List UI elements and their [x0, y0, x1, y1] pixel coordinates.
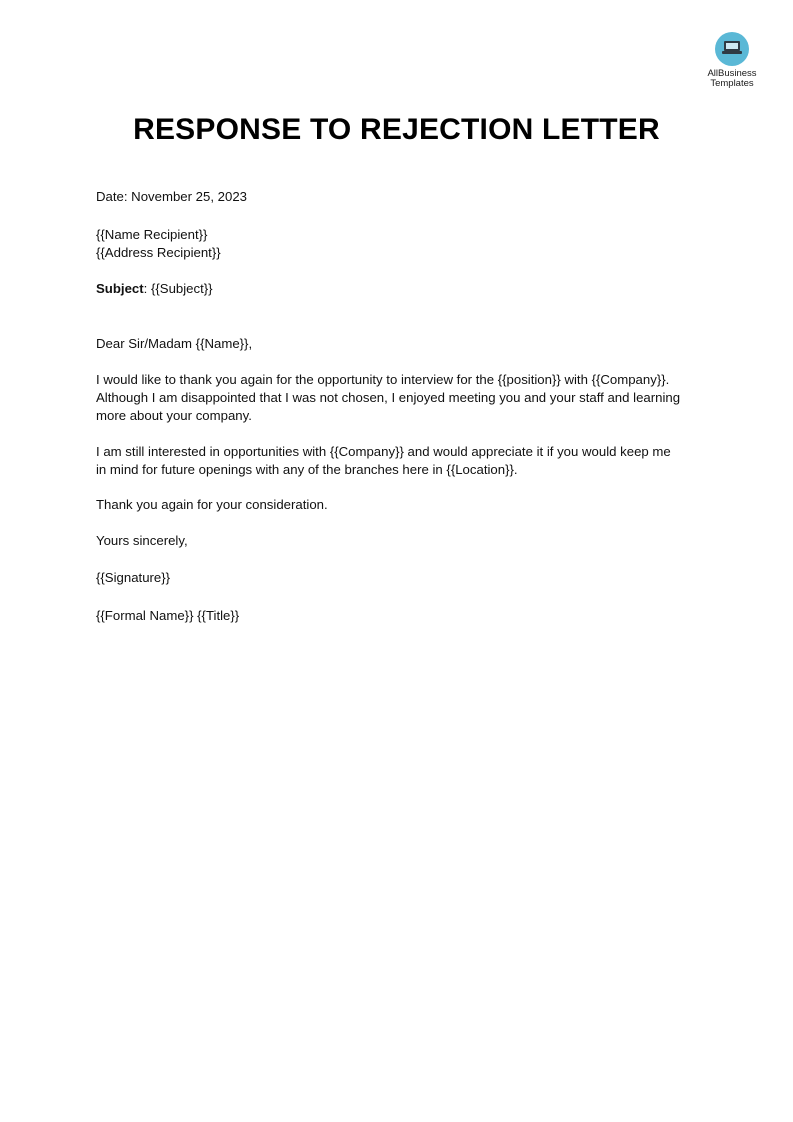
company-logo — [700, 32, 764, 89]
recipient-name: {{Name Recipient}} — [96, 227, 208, 242]
formal-name — [96, 607, 706, 625]
subject-value: : {{Subject}} — [143, 281, 213, 296]
logo-line-2: Templates — [710, 78, 754, 89]
laptop-icon — [715, 32, 749, 66]
paragraph-1-line: Although I am disappointed that I was not chosen, I enjoyed meeting you and your staff and learning — [96, 390, 681, 405]
paragraph-1-line: I would like to thank you again for the opportunity to interview for the {{position}} with {{Company}}. — [96, 372, 670, 387]
salutation-text: Dear Sir/Madam {{Name}}, — [96, 336, 253, 351]
signature — [96, 569, 706, 587]
paragraph-1 — [96, 371, 706, 425]
date-line — [96, 188, 706, 206]
recipient-block — [96, 226, 706, 262]
paragraph-2-line: I am still interested in opportunities with {{Company}} and would appreciate it if you would keep me — [96, 444, 671, 459]
document-title: RESPONSE TO REJECTION LETTER — [133, 113, 660, 146]
date-text: Date: November 25, 2023 — [96, 189, 248, 204]
paragraph-2-line: in mind for future openings with any of the branches here in {{Location}}. — [96, 462, 518, 477]
logo-text — [700, 69, 764, 89]
signature-text: {{Signature}} — [96, 570, 171, 585]
logo-line-1: AllBusiness — [707, 68, 757, 79]
subject-line — [96, 280, 706, 298]
formal-name-text: {{Formal Name}} {{Title}} — [96, 608, 240, 623]
closing-text: Yours sincerely, — [96, 533, 188, 548]
paragraph-3-text: Thank you again for your consideration. — [96, 497, 328, 512]
salutation — [96, 335, 706, 353]
closing — [96, 532, 706, 550]
paragraph-1-line: more about your company. — [96, 408, 252, 423]
recipient-address: {{Address Recipient}} — [96, 245, 221, 260]
paragraph-3 — [96, 496, 706, 514]
paragraph-2 — [96, 443, 706, 479]
subject-label: Subject — [96, 281, 144, 296]
